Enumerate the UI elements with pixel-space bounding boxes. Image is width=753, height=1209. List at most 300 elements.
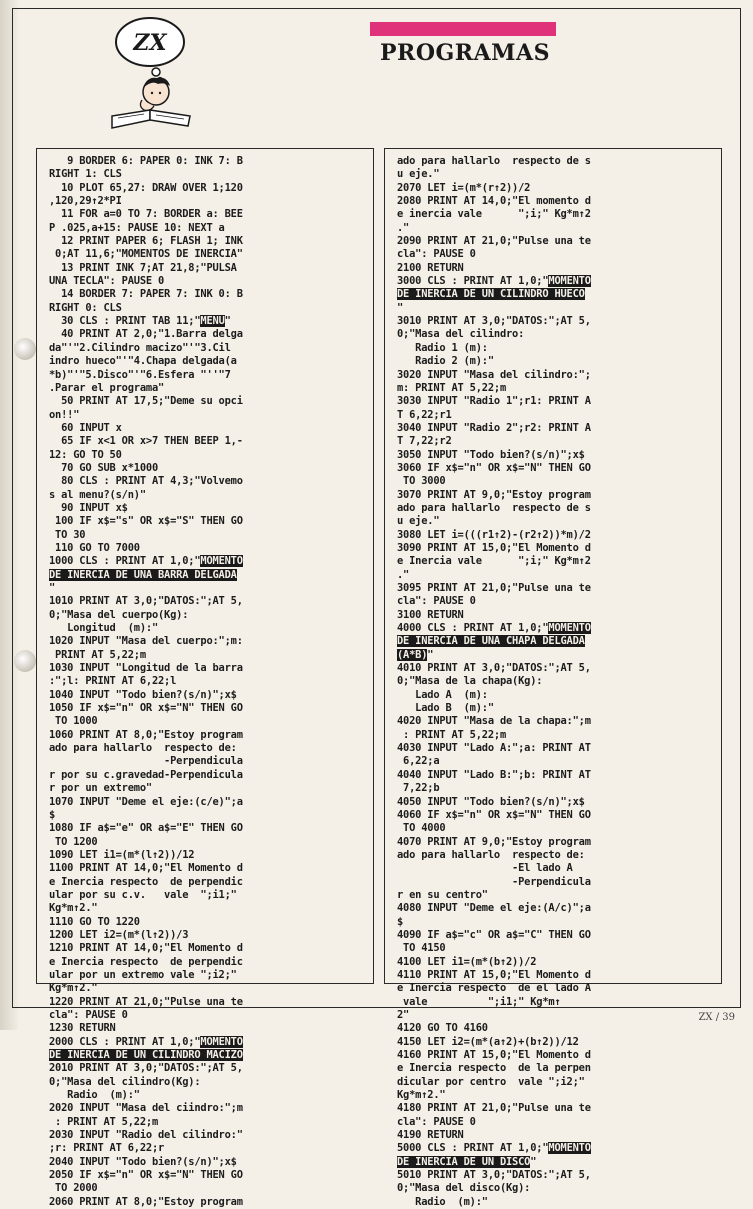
code-text: 1020 INPUT "Masa del cuerpo:";m: — [49, 635, 243, 648]
code-text: da"'"2.Cilindro macizo"'"3.Cil — [49, 341, 231, 354]
code-line — [49, 1076, 200, 1088]
code-line — [49, 582, 55, 594]
code-text: P .025,a+15: PAUSE 10: NEXT a — [49, 221, 225, 234]
code-line — [397, 342, 488, 354]
code-line — [49, 1182, 97, 1194]
code-text: 0;"Masa de la chapa(Kg): — [397, 675, 543, 688]
code-line — [49, 889, 237, 901]
code-text: TO 4150 — [397, 942, 446, 955]
code-line — [49, 929, 188, 941]
code-text: 14 BORDER 7: PAPER 7: INK 0: B — [49, 288, 243, 301]
code-text: ." — [397, 221, 410, 234]
code-line — [397, 916, 403, 928]
code-line — [49, 1049, 243, 1061]
code-text: Kg*m↑2." — [49, 902, 98, 915]
code-text: 1100 PRINT AT 14,0;"El Momento d — [49, 862, 243, 875]
code-line — [49, 182, 243, 194]
code-line — [397, 222, 409, 234]
code-line — [49, 649, 146, 661]
code-text: Kg*m↑2." — [49, 982, 98, 995]
code-text: 4010 PRINT AT 3,0;"DATOS:";AT 5, — [397, 662, 591, 675]
code-text: 4090 IF a$="c" OR a$="C" THEN GO — [397, 928, 591, 941]
code-line — [49, 1142, 164, 1154]
code-text: r en su centro" — [397, 888, 488, 901]
code-line — [397, 1196, 488, 1208]
code-line — [49, 822, 243, 834]
basic-listing-right — [397, 155, 713, 1209]
code-line — [397, 475, 445, 487]
code-text: TO 30 — [49, 528, 86, 541]
code-text: -Perpendicula — [397, 875, 591, 888]
code-line — [397, 609, 464, 621]
code-line — [49, 1116, 158, 1128]
code-text: 3100 RETURN — [397, 608, 464, 621]
code-line — [397, 635, 585, 647]
code-line — [49, 1062, 243, 1074]
code-line — [397, 902, 591, 914]
code-text: u eje." — [397, 168, 440, 181]
code-text: 80 CLS : PRINT AT 4,3;"Volvemo — [49, 475, 243, 488]
code-text: 10 PLOT 65,27: DRAW OVER 1;120 — [49, 181, 243, 194]
code-line — [397, 1022, 488, 1034]
code-line — [49, 462, 158, 474]
code-text: ado para hallarlo respecto de: — [397, 848, 585, 861]
code-line — [397, 796, 585, 808]
code-text: ular por un extremo vale ";i2;" — [49, 968, 237, 981]
code-text: 0;"Masa del cilindro: — [397, 328, 525, 341]
code-text: ,120,29↑2*PI — [49, 195, 122, 208]
code-text: Longitud (m):" — [49, 622, 159, 635]
code-text: : PRINT AT 5,22;m — [397, 728, 507, 741]
code-text: 2000 CLS : PRINT AT 1,0;" — [49, 1035, 201, 1048]
code-line — [397, 248, 476, 260]
code-line — [49, 796, 243, 808]
code-text: 11 FOR a=0 TO 7: BORDER a: BEE — [49, 208, 243, 221]
code-line — [49, 489, 146, 501]
code-line — [49, 1089, 140, 1101]
code-text: 60 INPUT x — [49, 421, 122, 434]
code-line — [397, 849, 585, 861]
code-line — [397, 755, 439, 767]
code-text: $ — [49, 808, 56, 821]
code-line — [49, 729, 243, 741]
code-line — [49, 742, 237, 754]
code-text: :";l: PRINT AT 6,22;l — [49, 675, 177, 688]
code-text: e Inercia respecto de perpendic — [49, 955, 243, 968]
code-line — [397, 1116, 476, 1128]
code-line — [397, 1076, 585, 1088]
code-text: 2060 PRINT AT 8,0;"Estoy program — [49, 1195, 243, 1208]
code-text: indro hueco"'"4.Chapa delgada(a — [49, 355, 237, 368]
code-line — [49, 409, 79, 421]
code-line — [397, 288, 585, 300]
code-line — [397, 435, 452, 447]
code-text: TO 1200 — [49, 835, 98, 848]
code-line — [397, 275, 591, 287]
code-line — [397, 208, 591, 220]
code-text: ado para hallarlo respecto de s — [397, 155, 591, 167]
code-text: T 7,22;r2 — [397, 435, 452, 448]
logo-text: ZX — [133, 30, 167, 56]
code-text: " — [427, 648, 434, 661]
inverse-video-text: MOMENTO — [548, 275, 591, 288]
inverse-video-text: MOMENTO — [548, 622, 591, 635]
code-line — [49, 836, 97, 848]
code-text: 0;"Masa del disco(Kg): — [397, 1182, 531, 1195]
code-text: 3070 PRINT AT 9,0;"Estoy program — [397, 488, 591, 501]
code-text: m: PRINT AT 5,22;m — [397, 381, 507, 394]
code-line — [49, 996, 243, 1008]
code-text: 4150 LET i2=(m*(a↑2)+(b↑2))/12 — [397, 1035, 579, 1048]
code-text: dicular por centro vale ";i2;" — [397, 1075, 585, 1088]
code-line — [397, 1156, 536, 1168]
code-line — [49, 1169, 243, 1181]
code-line — [397, 409, 452, 421]
code-line — [49, 902, 97, 914]
code-text: RIGHT 1: CLS — [49, 168, 122, 181]
code-line — [49, 782, 152, 794]
code-line — [397, 675, 542, 687]
code-text: 3090 PRINT AT 15,0;"El Momento d — [397, 541, 591, 554]
code-text: 4120 GO TO 4160 — [397, 1022, 488, 1035]
code-text: 2090 PRINT AT 21,0;"Pulse una te — [397, 235, 591, 248]
code-text: 5000 CLS : PRINT AT 1,0;" — [397, 1142, 549, 1155]
code-text: " — [49, 582, 56, 594]
code-line — [397, 502, 591, 514]
code-line — [397, 569, 409, 581]
code-line — [397, 969, 591, 981]
code-line — [397, 182, 530, 194]
code-line — [49, 675, 176, 687]
code-line — [397, 982, 591, 994]
code-line — [49, 916, 140, 928]
code-text: cla": PAUSE 0 — [397, 1115, 476, 1128]
code-line — [49, 769, 243, 781]
code-line — [49, 328, 243, 340]
code-text: 2010 PRINT AT 3,0;"DATOS:";AT 5, — [49, 1062, 243, 1075]
code-text: 3030 INPUT "Radio 1";r1: PRINT A — [397, 395, 591, 408]
code-text: 100 IF x$="s" OR x$="S" THEN GO — [49, 515, 243, 528]
code-text: 2020 INPUT "Masa del ciindro:";m — [49, 1102, 243, 1115]
code-line — [397, 1062, 591, 1074]
mascot-illustration — [98, 12, 208, 132]
code-line — [49, 355, 237, 367]
code-line — [397, 1049, 591, 1061]
code-text: 4060 IF x$="n" OR x$="N" THEN GO — [397, 808, 591, 821]
code-text: ;r: PRINT AT 6,22;r — [49, 1142, 165, 1155]
code-line — [49, 369, 231, 381]
code-line — [397, 1089, 445, 1101]
code-line — [397, 462, 591, 474]
code-line — [49, 542, 140, 554]
section-title: PROGRAMAS — [380, 40, 550, 66]
code-text: 3000 CLS : PRINT AT 1,0;" — [397, 275, 549, 288]
code-line — [49, 302, 122, 314]
code-line — [397, 876, 591, 888]
code-text: " — [530, 1155, 537, 1168]
code-text: 5010 PRINT AT 3,0;"DATOS:";AT 5, — [397, 1169, 591, 1182]
code-line — [49, 288, 243, 300]
code-text: e Inercia respecto de el lado A — [397, 982, 591, 995]
code-line — [49, 982, 97, 994]
code-text: Radio (m):" — [49, 1089, 140, 1102]
code-text: T 6,22;r1 — [397, 408, 452, 421]
code-line — [49, 956, 243, 968]
code-line — [397, 302, 403, 314]
code-text: Radio 2 (m):" — [397, 355, 494, 368]
code-text: TO 3000 — [397, 475, 446, 488]
code-text: 12: GO TO 50 — [49, 448, 122, 461]
inverse-video-text: DE INERCIA DE UN DISCO — [397, 1155, 531, 1168]
code-text: UNA TECLA": PAUSE 0 — [49, 275, 165, 288]
section-accent-bar — [370, 22, 556, 36]
code-line — [49, 1129, 243, 1141]
code-line — [397, 168, 439, 180]
code-text: 4020 INPUT "Masa de la chapa:";m — [397, 715, 591, 728]
code-text: 3080 LET i=(((r1↑2)-(r2↑2))*m)/2 — [397, 528, 591, 541]
code-line — [397, 1036, 579, 1048]
code-line — [49, 315, 231, 327]
code-line — [49, 942, 243, 954]
code-line — [397, 262, 464, 274]
code-line — [49, 755, 243, 767]
code-line — [49, 849, 194, 861]
code-line — [397, 809, 591, 821]
code-text: RIGHT 0: CLS — [49, 301, 122, 314]
code-line — [49, 1022, 116, 1034]
code-line — [49, 342, 231, 354]
code-text: 4070 PRINT AT 9,0;"Estoy program — [397, 835, 591, 848]
code-text: -Perpendicula — [49, 755, 243, 768]
code-line — [397, 942, 445, 954]
code-line — [49, 1102, 243, 1114]
code-line — [49, 168, 122, 180]
code-text: 50 PRINT AT 17,5;"Deme su opci — [49, 395, 243, 408]
code-text: 2070 LET i=(m*(r↑2))/2 — [397, 181, 531, 194]
code-line — [49, 222, 225, 234]
binder-hole — [14, 338, 36, 360]
code-line — [397, 235, 591, 247]
code-line — [397, 1102, 591, 1114]
code-line — [397, 769, 591, 781]
code-line — [397, 862, 573, 874]
code-line — [49, 235, 243, 247]
code-text: 6,22;a — [397, 755, 440, 768]
code-text: 1080 IF a$="e" OR a$="E" THEN GO — [49, 822, 243, 835]
code-line — [397, 782, 439, 794]
inverse-video-text: MOMENTO — [200, 1035, 243, 1048]
code-text: 4110 PRINT AT 15,0;"El Momento d — [397, 968, 591, 981]
code-line — [397, 328, 524, 340]
code-line — [397, 555, 591, 567]
code-text: 4040 INPUT "Lado B:";b: PRINT AT — [397, 768, 591, 781]
code-line — [397, 595, 476, 607]
code-line — [397, 1009, 409, 1021]
code-text: cla": PAUSE 0 — [397, 248, 476, 261]
code-line — [49, 262, 237, 274]
code-line — [49, 609, 188, 621]
binder-hole — [14, 650, 36, 672]
code-text: 110 GO TO 7000 — [49, 541, 140, 554]
inverse-video-text: MOMENTO — [548, 1142, 591, 1155]
code-line — [49, 555, 243, 567]
code-line — [49, 208, 243, 220]
code-text: 3010 PRINT AT 3,0;"DATOS:";AT 5, — [397, 315, 591, 328]
code-text: .Parar el programa" — [49, 381, 165, 394]
code-line — [49, 809, 55, 821]
code-text: TO 2000 — [49, 1182, 98, 1195]
code-line — [397, 422, 591, 434]
code-line — [49, 715, 97, 727]
code-text: Radio 1 (m): — [397, 341, 488, 354]
code-text: 1110 GO TO 1220 — [49, 915, 140, 928]
code-text: 1090 LET i1=(m*(l↑2))/12 — [49, 848, 195, 861]
code-text: 2" — [397, 1009, 410, 1021]
code-text: *b)"'"5.Disco"'"6.Esfera "''"7 — [49, 368, 231, 381]
code-text: PRINT AT 5,22;m — [49, 648, 146, 661]
code-line — [397, 702, 494, 714]
inverse-video-text: MENU — [200, 315, 225, 328]
code-line — [49, 195, 122, 207]
code-line — [397, 649, 433, 661]
code-line — [397, 1142, 591, 1154]
code-line — [49, 622, 158, 634]
code-text: 40 PRINT AT 2,0;"1.Barra delga — [49, 328, 243, 341]
code-text: TO 1000 — [49, 715, 98, 728]
code-text: Lado A (m): — [397, 688, 488, 701]
code-text: " — [397, 301, 404, 314]
code-text: 3020 INPUT "Masa del cilindro:"; — [397, 368, 591, 381]
code-text: 1010 PRINT AT 3,0;"DATOS:";AT 5, — [49, 595, 243, 608]
code-text: ado para hallarlo respecto de: — [49, 742, 237, 755]
code-text: 3050 INPUT "Todo bien?(s/n)";x$ — [397, 448, 585, 461]
code-text: ular por su c.v. vale ";i1;" — [49, 888, 237, 901]
code-text: ado para hallarlo respecto de s — [397, 501, 591, 514]
code-line — [49, 275, 164, 287]
code-text: 2030 INPUT "Radio del cilindro:" — [49, 1129, 243, 1142]
code-text: cla": PAUSE 0 — [397, 595, 476, 608]
code-line — [397, 155, 591, 167]
code-text: e inercia vale ";i;" Kg*m↑2 — [397, 208, 591, 221]
code-text: 7,22;b — [397, 782, 440, 795]
code-text: Kg*m↑2." — [397, 1089, 446, 1102]
code-line — [49, 595, 243, 607]
code-text: 1070 INPUT "Deme el eje:(c/e)";a — [49, 795, 243, 808]
code-line — [397, 542, 591, 554]
code-line — [397, 729, 506, 741]
code-text: 1060 PRINT AT 8,0;"Estoy program — [49, 728, 243, 741]
code-text: e Inercia vale ";i;" Kg*m↑2 — [397, 555, 591, 568]
code-line — [397, 689, 488, 701]
code-text: 30 CLS : PRINT TAB 11;" — [49, 315, 201, 328]
code-text: -El lado A — [397, 862, 573, 875]
code-line — [397, 715, 591, 727]
code-text: 1200 LET i2=(m*(l↑2))/3 — [49, 928, 189, 941]
code-line — [49, 449, 122, 461]
listing-column-left — [36, 148, 374, 1208]
code-line — [49, 876, 243, 888]
code-line — [49, 435, 243, 447]
code-line — [397, 956, 536, 968]
code-line — [397, 889, 488, 901]
code-line — [397, 822, 445, 834]
code-text: $ — [397, 915, 404, 928]
code-text: 4000 CLS : PRINT AT 1,0;" — [397, 622, 549, 635]
code-text: " — [224, 315, 231, 328]
code-line — [49, 1156, 237, 1168]
code-text: 4160 PRINT AT 15,0;"El Momento d — [397, 1049, 591, 1062]
code-line — [397, 929, 591, 941]
code-text: 4050 INPUT "Todo bien?(s/n)";x$ — [397, 795, 585, 808]
code-text: TO 4000 — [397, 822, 446, 835]
code-text: 2050 IF x$="n" OR x$="N" THEN GO — [49, 1169, 243, 1182]
inverse-video-text: (A*B) — [397, 648, 428, 661]
code-line — [397, 369, 591, 381]
code-text: u eje." — [397, 515, 440, 528]
code-line — [49, 862, 243, 874]
code-line — [49, 662, 243, 674]
code-text: r por un extremo" — [49, 782, 152, 795]
code-text: 1030 INPUT "Longitud de la barra — [49, 662, 243, 675]
code-text: 1230 RETURN — [49, 1022, 116, 1035]
code-text: Lado B (m):" — [397, 702, 494, 715]
code-text: 2080 PRINT AT 14,0;"El momento d — [397, 195, 591, 208]
code-line — [397, 395, 591, 407]
inverse-video-text: DE INERCIA DE UNA CHAPA DELGADA — [397, 635, 585, 648]
code-text: 4180 PRINT AT 21,0;"Pulse una te — [397, 1102, 591, 1115]
code-line — [397, 529, 591, 541]
code-text: 4030 INPUT "Lado A:";a: PRINT AT — [397, 742, 591, 755]
code-text: 4190 RETURN — [397, 1129, 464, 1142]
code-line — [397, 1182, 530, 1194]
code-text: 1210 PRINT AT 14,0;"El Momento d — [49, 942, 243, 955]
code-line — [49, 422, 122, 434]
code-text: 2040 INPUT "Todo bien?(s/n)";x$ — [49, 1155, 237, 1168]
code-text: e Inercia respecto de perpendic — [49, 875, 243, 888]
code-line — [397, 582, 591, 594]
code-line — [49, 689, 237, 701]
code-line — [397, 996, 561, 1008]
inverse-video-text: MOMENTO — [200, 555, 243, 568]
code-text: Radio (m):" — [397, 1195, 488, 1208]
code-text: e Inercia respecto de la perpen — [397, 1062, 591, 1075]
inverse-video-text: DE INERCIA DE UN CILINDRO MACIZO — [49, 1049, 243, 1062]
code-line — [397, 515, 439, 527]
code-text: 2100 RETURN — [397, 261, 464, 274]
code-line — [397, 836, 591, 848]
code-text: 65 IF x<1 OR x>7 THEN BEEP 1,- — [49, 435, 243, 448]
code-text: 3095 PRINT AT 21,0;"Pulse una te — [397, 582, 591, 594]
code-text: 70 GO SUB x*1000 — [49, 461, 159, 474]
code-text: 1040 INPUT "Todo bien?(s/n)";x$ — [49, 688, 237, 701]
code-text: 1050 IF x$="n" OR x$="N" THEN GO — [49, 702, 243, 715]
code-line — [49, 969, 237, 981]
code-text: s al menu?(s/n)" — [49, 488, 146, 501]
code-text: 0;"Masa del cuerpo(Kg): — [49, 608, 189, 621]
code-text: 4080 INPUT "Deme el eje:(A/c)";a — [397, 902, 591, 915]
code-text: 9 BORDER 6: PAPER 0: INK 7: B — [49, 155, 243, 167]
code-text: r por su c.gravedad-Perpendicula — [49, 768, 243, 781]
basic-listing-left — [49, 155, 365, 1209]
code-line — [397, 742, 591, 754]
code-text: on!!" — [49, 408, 80, 421]
code-text: 3060 IF x$="n" OR x$="N" THEN GO — [397, 461, 591, 474]
code-line — [397, 382, 506, 394]
code-line — [49, 475, 243, 487]
code-line — [397, 355, 494, 367]
code-text: 1220 PRINT AT 21,0;"Pulse una te — [49, 995, 243, 1008]
code-line — [49, 529, 85, 541]
